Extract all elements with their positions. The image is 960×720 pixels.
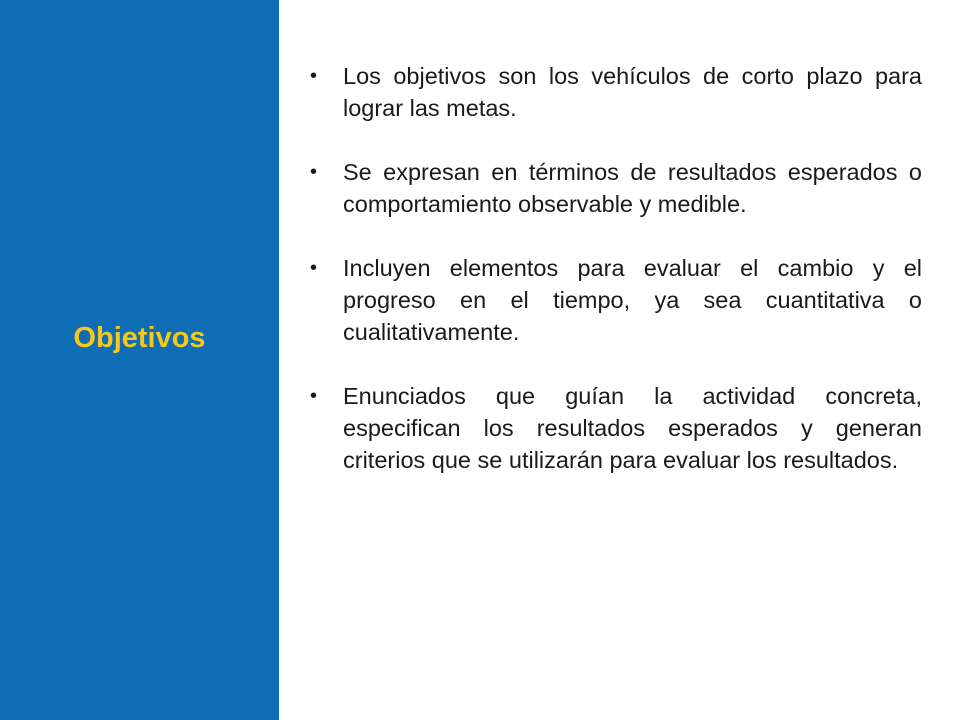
bullet-text: Incluyen elementos para evaluar el cambio y el progreso en el tiempo, ya sea cuantitativa o cualitativamente.: [343, 255, 922, 345]
bullet-item: [308, 156, 922, 220]
bullet-icon: •: [310, 65, 318, 87]
slide-title: Objetivos: [73, 322, 206, 354]
bullet-text: Enunciados que guían la actividad concreta, especifican los resultados esperados y generan criterios que se utilizarán para evaluar los resultados.: [343, 383, 922, 473]
bullet-text: Los objetivos son los vehículos de corto plazo para lograr las metas.: [343, 63, 922, 121]
bullet-item: [308, 380, 922, 476]
bullet-text: Se expresan en términos de resultados esperados o comportamiento observable y medible.: [343, 159, 922, 217]
bullet-item: [308, 252, 922, 348]
bullet-icon: •: [310, 161, 318, 183]
side-panel: [0, 0, 279, 720]
bullet-icon: •: [310, 257, 318, 279]
bullet-list: [308, 60, 922, 476]
bullet-icon: •: [310, 385, 318, 407]
bullet-item: [308, 60, 922, 124]
